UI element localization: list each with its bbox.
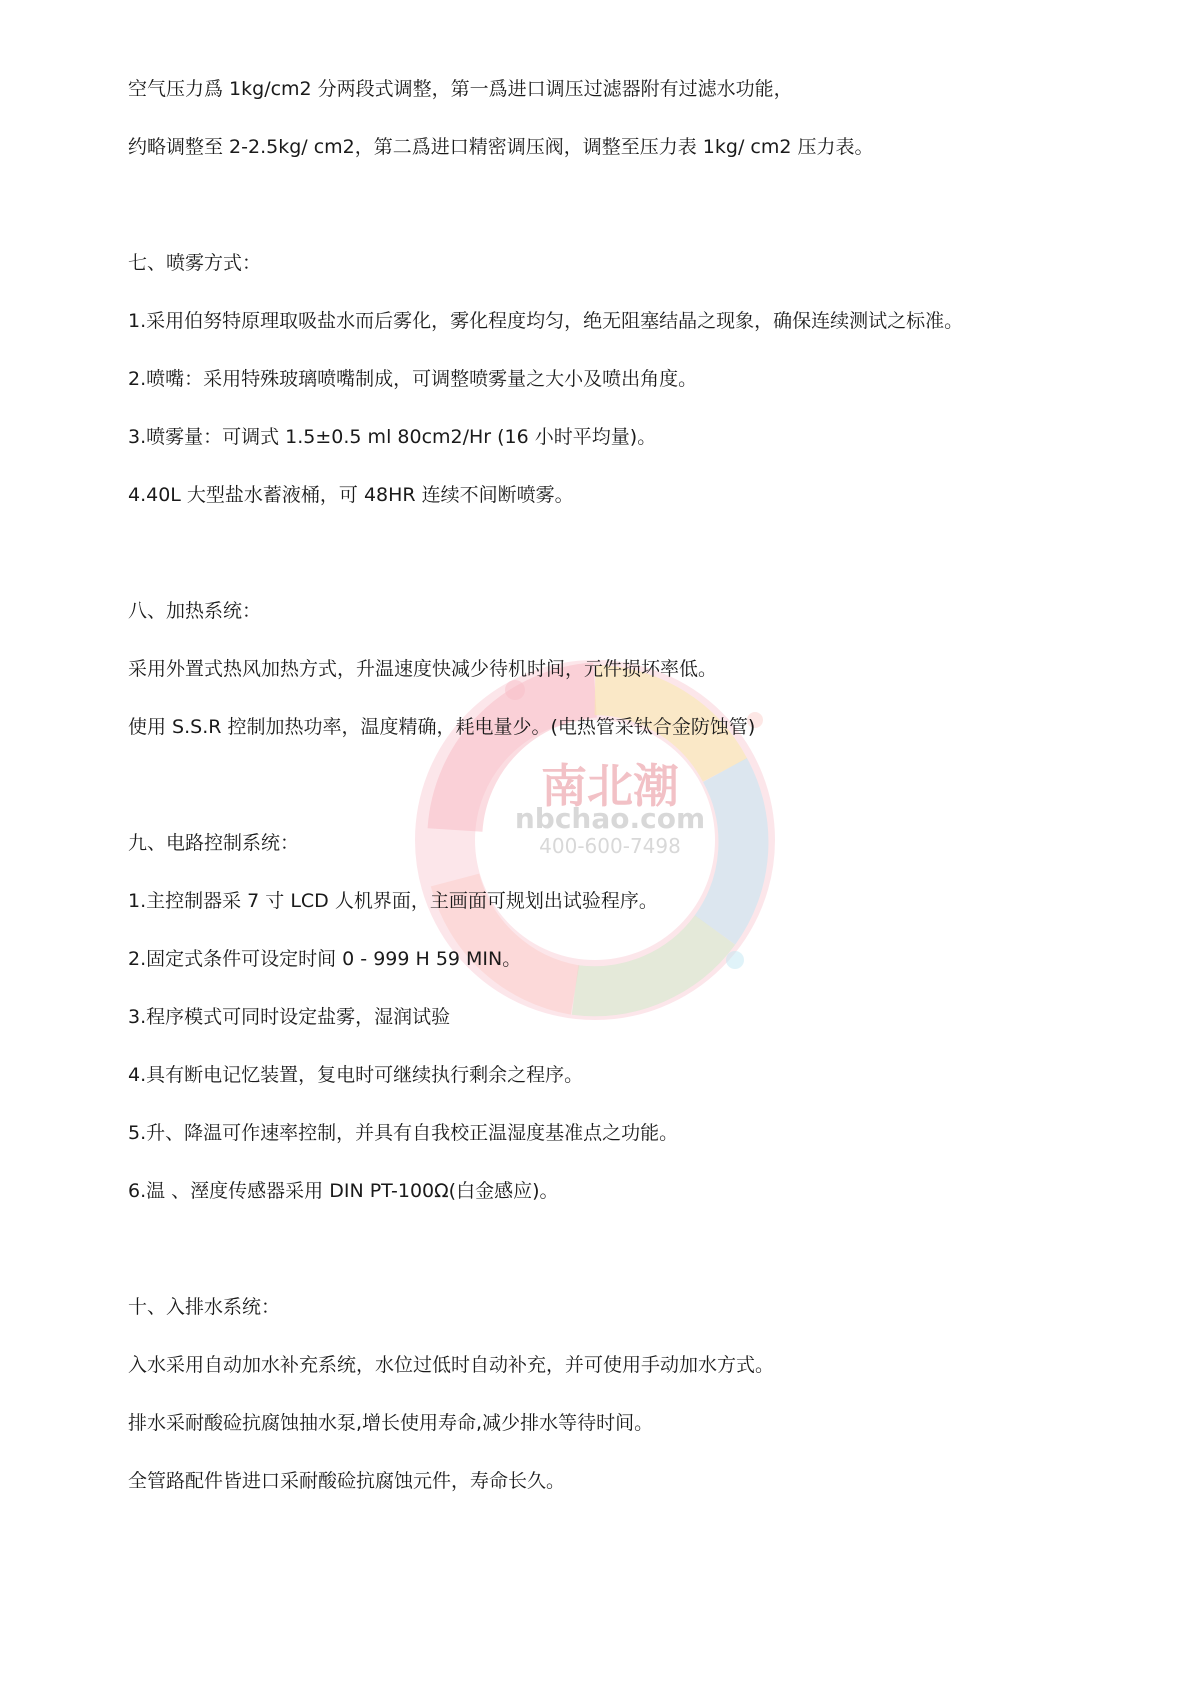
watermark-phone: 400-600-7498 <box>539 834 681 858</box>
circuit-item-4: 4.具有断电记忆装置，复电时可继续执行剩余之程序。 <box>128 1064 584 1086</box>
section-heading-heating: 八、加热系统： <box>128 600 262 622</box>
spray-item-2: 2.喷嘴：采用特殊玻璃喷嘴制成，可调整喷雾量之大小及喷出角度。 <box>128 368 698 390</box>
watermark-logo <box>395 630 825 1060</box>
spray-item-3: 3.喷雾量：可调式 1.5±0.5 ml 80cm2/Hr (16 小时平均量)。 <box>128 426 657 448</box>
spray-item-1: 1.采用伯努特原理取吸盐水而后雾化，雾化程度均匀，绝无阻塞结晶之现象，确保连续测试之标准。 <box>128 310 964 332</box>
water-item-2: 排水采耐酸硷抗腐蚀抽水泵,增长使用寿命,减少排水等待时间。 <box>128 1412 654 1434</box>
circuit-item-1: 1.主控制器采 7 寸 LCD 人机界面，主画面可规划出试验程序。 <box>128 890 658 912</box>
water-item-1: 入水采用自动加水补充系统，水位过低时自动补充，并可使用手动加水方式。 <box>128 1354 775 1376</box>
spray-item-4: 4.40L 大型盐水蓄液桶，可 48HR 连续不间断喷雾。 <box>128 484 574 506</box>
paragraph-air-pressure-1: 空气压力爲 1kg/cm2 分两段式调整，第一爲进口调压过滤器附有过滤水功能， <box>128 78 793 100</box>
section-heading-spray: 七、喷雾方式： <box>128 252 262 274</box>
circuit-item-2: 2.固定式条件可设定时间 0 - 999 H 59 MIN。 <box>128 948 522 970</box>
heating-item-1: 采用外置式热风加热方式，升温速度快减少待机时间，元件损坏率低。 <box>128 658 718 680</box>
circuit-item-3: 3.程序模式可同时设定盐雾，湿润试验 <box>128 1006 451 1028</box>
circuit-item-5: 5.升、降温可作速率控制，并具有自我校正温湿度基准点之功能。 <box>128 1122 679 1144</box>
water-item-3: 全管路配件皆进口采耐酸硷抗腐蚀元件，寿命长久。 <box>128 1470 566 1492</box>
paragraph-air-pressure-2: 约略调整至 2-2.5kg/ cm2，第二爲进口精密调压阀，调整至压力表 1kg/ cm2 压力表。 <box>128 136 874 158</box>
circuit-item-6: 6.温 、溼度传感器采用 DIN PT-100Ω(白金感应)。 <box>128 1180 559 1202</box>
watermark-brand-cn: 南北潮 <box>541 759 679 813</box>
watermark-brand-en: nbchao.com <box>514 802 706 835</box>
section-heading-water: 十、入排水系统： <box>128 1296 281 1318</box>
heating-item-2: 使用 S.S.R 控制加热功率，温度精确，耗电量少。(电热管采钛合金防蚀管) <box>128 716 756 738</box>
section-heading-circuit: 九、电路控制系统： <box>128 832 300 854</box>
